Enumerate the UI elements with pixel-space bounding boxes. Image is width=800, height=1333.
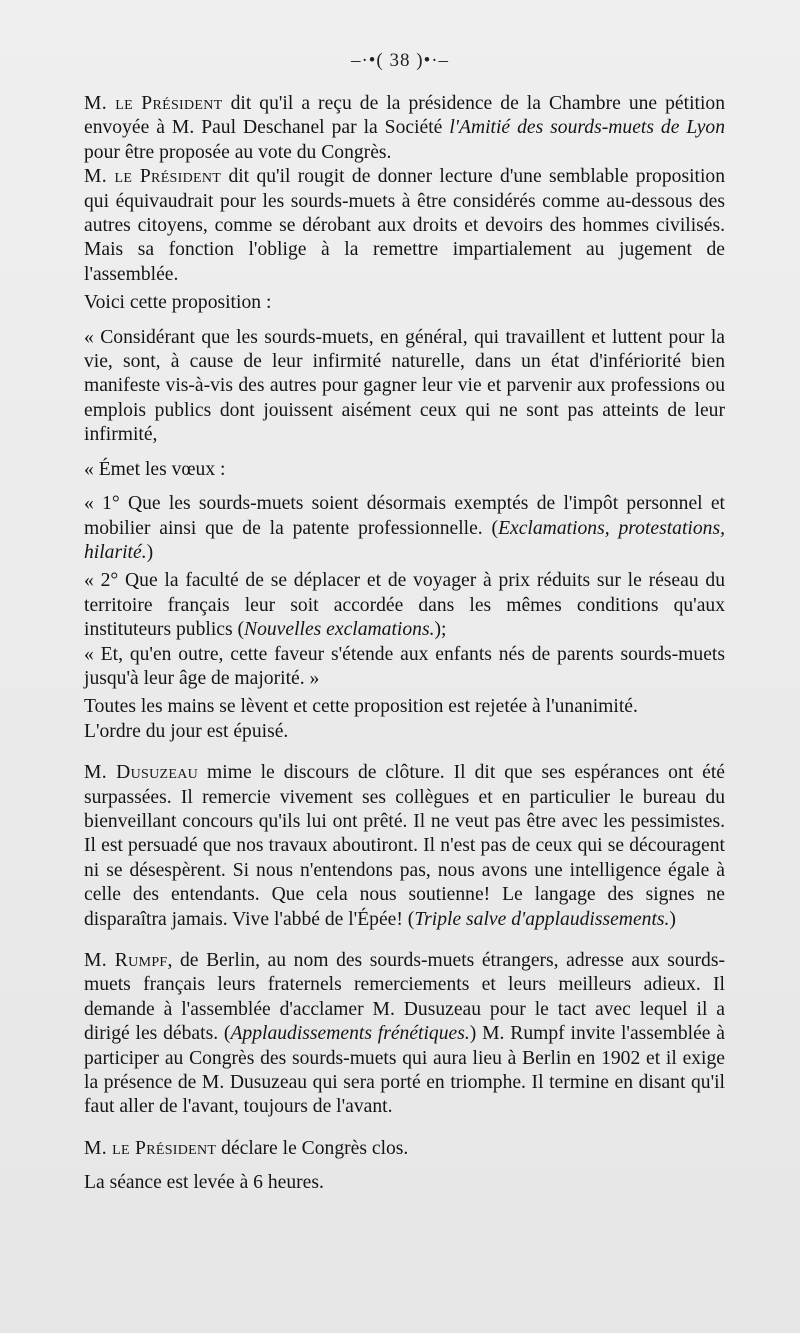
document-body [84,92,725,1196]
paragraph-emet-voeux: « Émet les vœux : [84,458,226,480]
paragraph-rumpf: M. Rumpf, de Berlin, au nom des sourds-muets étrangers, adresse aux sourds-muets français leurs fraternels remerciements et leurs meilleurs adieux. Il demande à l'assemblée d'acclamer M. Dusuzeau pour le tact avec lequel il a dirigé les débats. (Applaudissements frénétiques.) M. Rumpf invite l'assemblée à participer au Congrès des sourds-muets qui aura lieu à Berlin en 1902 et il exige la présence de M. Dusuzeau qui sera porté en triomphe. Il termine en disant qu'il faut aller de l'avant, toujours de l'avant. [84,950,725,1118]
stage-direction: Nouvelles exclamations. [244,619,435,641]
paragraph-voeu-2: « 2° Que la faculté de se déplacer et de voyager à prix réduits sur le réseau du territoire français leur soit accordée dans les mêmes conditions qu'aux instituteurs publics (Nouvelles exclamations.); [84,570,725,641]
stage-direction: Exclamations, protestations, hilarité. [84,517,725,563]
paragraph-president-reading: M. le Président dit qu'il rougit de donner lecture d'une semblable proposition qui équivaudrait pour les sourds-muets à être considérés comme au-dessous des autres citoyens, comme se dérobant aux droits et devoirs des hommes civilisés. Mais sa fonction l'oblige à la remettre impartialement au jugement de l'assemblée. [84,166,726,285]
speaker-name: M. le Président [84,93,223,114]
paragraph-presidency-petition: M. le Président dit qu'il a reçu de la présidence de la Chambre une pétition envoyée à M. Paul Deschanel par la Société l'Amitié des sourds-muets de Lyon pour être proposée au vote du Congrès. [84,93,726,163]
paragraph-proposition-intro: Voici cette proposition : [84,292,272,314]
society-name: l'Amitié des sourds-muets de Lyon [449,117,726,139]
speaker-name: M. Dusuzeau [84,762,199,784]
speaker-name: M. le Président [84,166,222,188]
speaker-name: M. le Président [84,1137,217,1159]
paragraph-congress-closed: M. le Président déclare le Congrès clos. [84,1137,409,1159]
paragraph-voeu-1: « 1° Que les sourds-muets soient désormais exemptés de l'impôt personnel et mobilier ainsi que de la patente professionnelle. (Exclamations, protestations, hilarité.) [84,493,725,563]
page-header: –·•( 38 )•·– [350,50,450,71]
paragraph-ordre-du-jour: L'ordre du jour est épuisé. [84,720,289,742]
paragraph-considerant: « Considérant que les sourds-muets, en général, qui travaillent et luttent pour la vie, sont, à cause de leur infirmité naturelle, dans un état d'infériorité bien manifeste vis-à-vis des autres pour gagner leur vie et parvenir aux professions ou emplois publics dont jouissent aisément ceux qui ne sont pas atteints de leur infirmité, [84,326,725,446]
paragraph-vote-result: Toutes les mains se lèvent et cette proposition est rejetée à l'unanimité. [84,696,638,718]
paragraph-voeu-3: « Et, qu'en outre, cette faveur s'étende aux enfants nés de parents sourds-muets jusqu'à leur âge de majorité. » [84,643,725,689]
paragraph-seance-levee: La séance est levée à 6 heures. [84,1172,324,1194]
stage-direction: Triple salve d'applaudissements. [414,908,670,930]
speaker-name: M. Rumpf [84,950,168,971]
stage-direction: Applaudissements frénétiques. [230,1023,470,1045]
paragraph-dusuzeau-closing: M. Dusuzeau mime le discours de clôture. Il dit que ses espérances ont été surpassées. Il remercie vivement ses collègues et en particulier le bureau du bienveillant concours qu'ils lui ont prêté. Il ne veut pas être avec les pessimistes. Il est persuadé que nos travaux aboutiront. Il n'est pas de ceux qui se découragent ni se désespèrent. Si nous n'entendons pas, nous avons une intelligence égale à celle des entendants. Que cela nous soutienne! Le langage des signes ne disparaîtra jamais. Vive l'abbé de l'Épée! (Triple salve d'applaudissements.) [84,762,725,930]
